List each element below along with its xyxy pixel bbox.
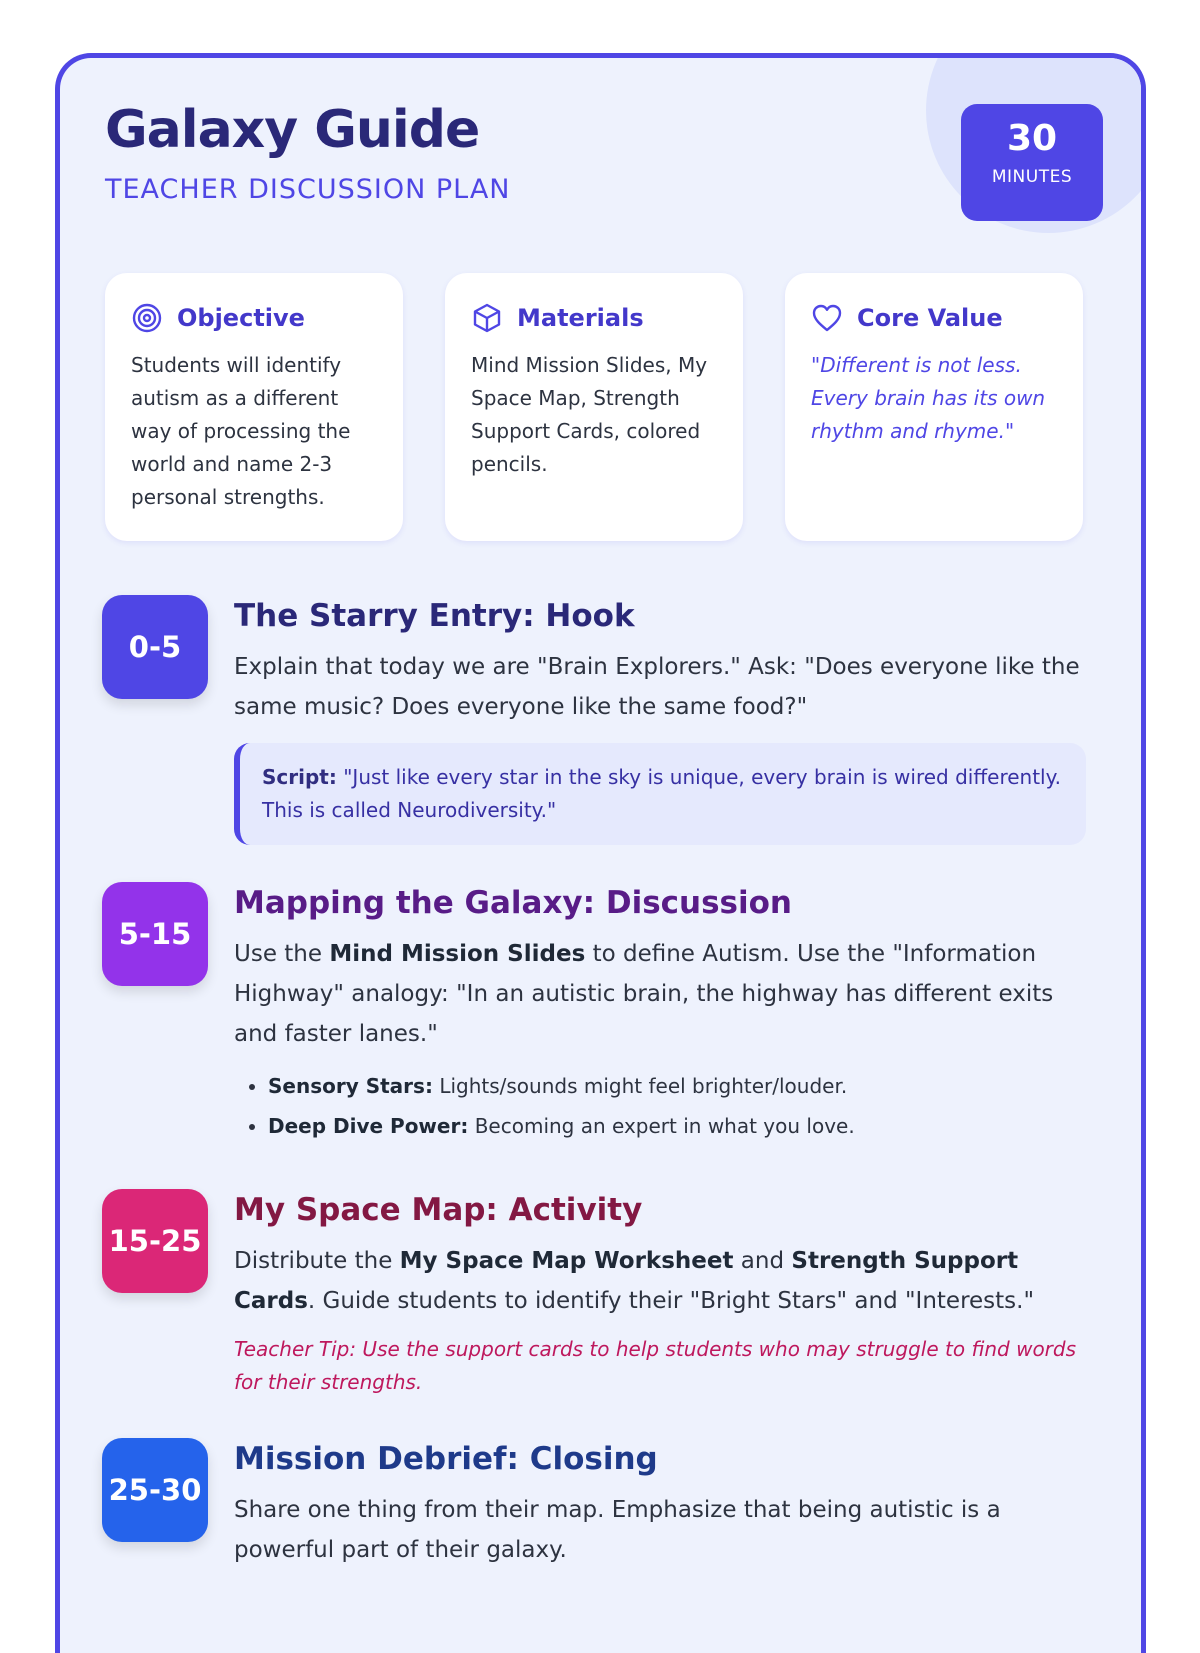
materials-text: Mind Mission Slides, My Space Map, Strength Support Cards, colored pencils. [471, 353, 708, 476]
duration-value: 30 [1006, 118, 1058, 159]
objective-text: Students will identify autism as a different way of processing the world and name 2-3 personal strengths. [131, 353, 351, 509]
teacher-tip: Teacher Tip: Use the support cards to help students who may struggle to find words for their strengths. [234, 1337, 1077, 1394]
section-text: Use the Mind Mission Slides to define Autism. Use the "Information Highway" analogy: "In an autistic brain, the highway has different exits and faster lanes." [234, 941, 1054, 1047]
objective-title: Objective [177, 304, 305, 332]
time-badge: 0-5 [102, 595, 208, 699]
list-item: • Deep Dive Power: Becoming an expert in what you love. [268, 1106, 1086, 1146]
script-box [234, 743, 1086, 845]
time-badge: 5-15 [102, 882, 208, 986]
objective-card [105, 273, 403, 541]
section-title: The Starry Entry: Hook [234, 598, 635, 634]
script-text: "Just like every star in the sky is unique, every brain is wired differently. This is called Neurodiversity." [262, 765, 1061, 822]
section-text: Distribute the My Space Map Worksheet and Strength Support Cards. Guide students to identify their "Bright Stars" and "Interests." [234, 1248, 1035, 1314]
page-subtitle: TEACHER DISCUSSION PLAN [105, 174, 511, 205]
materials-title: Materials [517, 304, 644, 332]
bullet-list [234, 1066, 1086, 1146]
section-title: Mission Debrief: Closing [234, 1441, 658, 1477]
heart-icon [811, 302, 843, 334]
target-icon [131, 302, 163, 334]
section-title: My Space Map: Activity [234, 1192, 643, 1228]
core-value-card [785, 273, 1083, 541]
time-badge: 15-25 [102, 1189, 208, 1293]
core-value-title: Core Value [857, 304, 1003, 332]
duration-badge [961, 104, 1103, 221]
cube-icon [471, 302, 503, 334]
section-text: Explain that today we are "Brain Explorers." Ask: "Does everyone like the same music? Does everyone like the same food?" [234, 654, 1080, 720]
time-badge: 25-30 [102, 1438, 208, 1542]
duration-label: MINUTES [991, 167, 1073, 187]
section-text: Share one thing from their map. Emphasize that being autistic is a powerful part of their galaxy. [234, 1497, 1001, 1563]
lesson-plan-card [55, 53, 1146, 1653]
core-value-quote: "Different is not less. Every brain has its own rhythm and rhyme." [811, 353, 1046, 443]
list-item: • Sensory Stars: Lights/sounds might feel brighter/louder. [268, 1066, 1086, 1106]
section-title: Mapping the Galaxy: Discussion [234, 885, 792, 921]
page-title: Galaxy Guide [105, 100, 480, 160]
materials-card [445, 273, 743, 541]
script-label: Script: [262, 765, 337, 789]
